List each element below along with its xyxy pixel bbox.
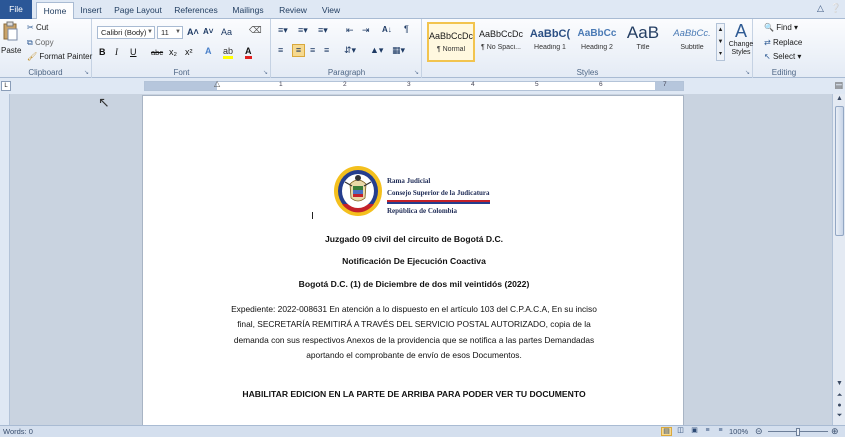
- previous-page-icon[interactable]: ⏶: [836, 392, 843, 399]
- shading-icon[interactable]: ▲▾: [370, 45, 384, 55]
- style-title-sample: AaB: [626, 23, 660, 42]
- tab-mailings[interactable]: Mailings: [232, 5, 264, 15]
- help-icon[interactable]: ❔: [830, 3, 842, 13]
- minimize-ribbon-icon[interactable]: △: [817, 3, 824, 13]
- style-heading-2-name: Heading 2: [581, 44, 613, 51]
- style-heading-2-sample: AaBbCc: [577, 28, 617, 39]
- text-cursor: [312, 212, 313, 219]
- format-painter-label: Format Painter: [39, 52, 93, 61]
- font-name-value: Calibri (Body): [101, 28, 147, 37]
- subscript-button[interactable]: x₂: [169, 47, 177, 57]
- indent-marker-icon[interactable]: △: [214, 79, 221, 88]
- tab-selector-icon[interactable]: L: [1, 81, 11, 91]
- full-screen-reading-icon[interactable]: ◫: [677, 427, 684, 434]
- copy-icon: ⧉: [27, 38, 33, 47]
- brush-icon: 🖌: [27, 52, 38, 61]
- align-right-icon[interactable]: ≡: [310, 45, 316, 55]
- web-layout-icon[interactable]: ▣: [691, 427, 698, 434]
- find-label: Find: [776, 23, 792, 32]
- styles-gallery-scroll[interactable]: ▲ ▼ ▾: [716, 23, 725, 61]
- style-heading-2[interactable]: [573, 22, 621, 62]
- body-paragraph: [219, 302, 609, 364]
- change-styles-icon: A: [734, 21, 747, 41]
- ruler-number: 3: [407, 81, 411, 88]
- format-painter-button[interactable]: [27, 52, 92, 61]
- draft-view-icon[interactable]: ≡: [718, 427, 723, 434]
- numbering-icon[interactable]: ≡▾: [298, 25, 308, 35]
- status-bar: [0, 425, 845, 437]
- text-effects-icon[interactable]: A: [205, 46, 212, 56]
- replace-button[interactable]: [764, 38, 802, 47]
- style-subtitle-sample: AaBbCc.: [673, 28, 711, 39]
- editing-group-label: Editing: [771, 68, 797, 77]
- scissors-icon: ✂: [27, 23, 34, 32]
- line-spacing-icon[interactable]: ⇵▾: [344, 45, 357, 55]
- borders-icon[interactable]: ▦▾: [392, 45, 406, 55]
- logo-line-2: Consejo Superior de la Judicatura: [387, 187, 490, 202]
- font-group-label: Font: [173, 68, 190, 77]
- ruler-right-margin: [655, 82, 683, 90]
- align-left-icon[interactable]: ≡: [278, 45, 284, 55]
- logo-line-3: República de Colombia: [387, 202, 490, 217]
- print-layout-view-icon[interactable]: ▤: [661, 427, 672, 436]
- bold-button[interactable]: B: [99, 47, 106, 57]
- zoom-slider-thumb[interactable]: [796, 428, 800, 436]
- copy-button[interactable]: [27, 38, 54, 48]
- scroll-down-icon[interactable]: ▼: [836, 380, 843, 387]
- outline-view-icon[interactable]: ≡: [705, 427, 710, 434]
- italic-button[interactable]: I: [115, 47, 118, 57]
- style-normal-name: ¶ Normal: [436, 46, 466, 53]
- tab-references[interactable]: References: [174, 5, 218, 15]
- word-count[interactable]: Words: 0: [3, 427, 33, 436]
- logo-line-1: Rama Judicial: [387, 177, 431, 185]
- enable-editing-warning: HABILITAR EDICION EN LA PARTE DE ARRIBA PARA PODER VER TU DOCUMENTO: [242, 389, 586, 399]
- next-page-icon[interactable]: ⏷: [836, 412, 843, 419]
- style-no-spacing-name: ¶ No Spaci...: [481, 44, 521, 51]
- editing-group: [754, 19, 814, 78]
- bullets-icon[interactable]: ≡▾: [278, 25, 288, 35]
- paragraph-group: [272, 19, 422, 78]
- replace-icon: ⇄: [764, 38, 771, 47]
- ruler-number: 2: [343, 81, 347, 88]
- scrollbar-thumb[interactable]: [835, 106, 844, 236]
- body-line: demanda con sus respectivos Anexos de la providencia que se notifica a las partes Demandadas: [233, 334, 595, 345]
- paragraph-group-label: Paragraph: [327, 68, 366, 77]
- decrease-indent-icon[interactable]: ⇤: [346, 25, 354, 35]
- body-line: Expediente: 2022-008631 En atención a lo dispuesto en el artículo 103 del C.P.A.C.A, En su inciso: [231, 304, 597, 314]
- tab-view[interactable]: View: [321, 5, 341, 15]
- logo-text: [387, 175, 490, 217]
- court-heading: Juzgado 09 civil del circuito de Bogotá D.C.: [324, 234, 504, 244]
- clipboard-launcher-icon[interactable]: ↘: [83, 70, 89, 76]
- superscript-button[interactable]: x²: [185, 47, 193, 57]
- ruler-number: 6: [599, 81, 603, 88]
- zoom-in-icon[interactable]: ⊕: [831, 426, 839, 436]
- highlight-icon[interactable]: ab: [223, 46, 233, 56]
- tab-file[interactable]: File: [0, 0, 32, 19]
- vertical-scrollbar[interactable]: [832, 94, 845, 425]
- justify-icon[interactable]: ≡: [324, 45, 330, 55]
- sort-button[interactable]: A↓: [382, 25, 392, 34]
- ruler-number: 4: [471, 81, 475, 88]
- tab-home[interactable]: Home: [36, 2, 74, 20]
- shrink-font-button[interactable]: A˅: [203, 27, 214, 36]
- underline-button[interactable]: U: [130, 47, 137, 57]
- paragraph-launcher-icon[interactable]: ↘: [413, 70, 419, 76]
- body-line: final, SECRETARÍA REMITIRÁ A TRAVÉS DEL SERVICIO POSTAL AUTORIZADO, copia de la: [237, 319, 591, 330]
- ribbon-tab-bar: [0, 0, 845, 19]
- font-group: [93, 19, 271, 78]
- style-title-name: Title: [636, 44, 650, 51]
- ruler-row: [0, 78, 845, 94]
- ruler-number: 1: [279, 81, 283, 88]
- change-case-button[interactable]: Aa: [221, 27, 233, 37]
- strikethrough-button[interactable]: abc: [151, 48, 164, 57]
- style-title[interactable]: [619, 22, 667, 62]
- copy-label: Copy: [34, 38, 54, 47]
- document-area[interactable]: [10, 94, 832, 425]
- change-styles-button[interactable]: [728, 21, 754, 57]
- clipboard-group: [0, 19, 92, 78]
- style-no-spacing-sample: AaBbCcDc: [478, 29, 523, 39]
- style-subtitle-name: Subtitle: [680, 44, 704, 51]
- find-button[interactable]: 🔍 Find ▾: [764, 23, 799, 32]
- styles-group: [423, 19, 753, 78]
- horizontal-ruler[interactable]: [144, 81, 684, 91]
- binoculars-icon: 🔍: [764, 23, 774, 32]
- paste-button[interactable]: Paste: [1, 46, 22, 55]
- ruler-number: 7: [663, 81, 667, 88]
- style-heading-1[interactable]: [526, 22, 574, 62]
- paste-icon[interactable]: [2, 21, 20, 41]
- date-heading: Bogotá D.C. (1) de Diciembre de dos mil veintidós (2022): [298, 279, 530, 289]
- font-size-value: 11: [161, 28, 169, 37]
- multilevel-list-icon[interactable]: ≡▾: [318, 25, 328, 35]
- notice-heading: Notificación De Ejecución Coactiva: [342, 256, 486, 266]
- ruler-number: 5: [535, 81, 539, 88]
- style-subtitle[interactable]: [668, 22, 716, 62]
- body-line: aportando el comprobante de envío de esos Documentos.: [306, 350, 522, 361]
- font-color-icon[interactable]: A: [245, 46, 252, 56]
- chevron-down-icon: ▼: [175, 29, 181, 35]
- select-arrow-icon: ↖: [764, 52, 771, 61]
- tab-review[interactable]: Review: [279, 5, 307, 15]
- zoom-out-icon[interactable]: ⊝: [755, 426, 763, 436]
- replace-label: Replace: [772, 38, 803, 47]
- zoom-level[interactable]: 100%: [729, 427, 749, 436]
- vertical-ruler: [0, 94, 10, 425]
- increase-indent-icon[interactable]: ⇥: [362, 25, 370, 35]
- select-button[interactable]: ↖ Select ▾: [764, 52, 802, 61]
- show-formatting-button[interactable]: ¶: [404, 24, 409, 34]
- clipboard-group-label: Clipboard: [28, 68, 63, 77]
- mouse-pointer-icon: ↖: [98, 94, 110, 110]
- ruler-left-margin: [145, 82, 217, 90]
- cut-label: Cut: [35, 23, 49, 32]
- chevron-down-icon: ▼: [147, 29, 153, 35]
- styles-group-label: Styles: [576, 68, 599, 77]
- align-center-icon[interactable]: ≡: [292, 44, 305, 57]
- scroll-up-icon[interactable]: ▲: [836, 95, 843, 102]
- style-normal-sample: AaBbCcDc: [429, 31, 473, 41]
- font-name-box[interactable]: [97, 26, 155, 39]
- grow-font-button[interactable]: A˄: [187, 27, 199, 37]
- tab-page-layout[interactable]: Page Layout: [114, 5, 162, 15]
- style-no-spacing[interactable]: [477, 22, 525, 62]
- view-ruler-icon[interactable]: ▤: [834, 80, 843, 90]
- browse-object-icon[interactable]: ●: [837, 402, 842, 409]
- clear-formatting-icon[interactable]: ⌫: [249, 25, 262, 35]
- tab-insert[interactable]: Insert: [80, 5, 102, 15]
- change-styles-label: Change Styles: [728, 41, 754, 56]
- style-normal[interactable]: [427, 22, 475, 62]
- cut-button[interactable]: [27, 23, 48, 32]
- styles-launcher-icon[interactable]: ↘: [744, 70, 750, 76]
- ribbon: [0, 19, 845, 78]
- coat-of-arms-logo: [332, 164, 384, 218]
- document-page[interactable]: [142, 95, 684, 425]
- style-heading-1-name: Heading 1: [534, 44, 566, 51]
- select-label: Select: [772, 52, 796, 61]
- font-size-box[interactable]: [157, 26, 183, 39]
- style-heading-1-sample: AaBbC(: [529, 28, 571, 40]
- font-launcher-icon[interactable]: ↘: [262, 70, 268, 76]
